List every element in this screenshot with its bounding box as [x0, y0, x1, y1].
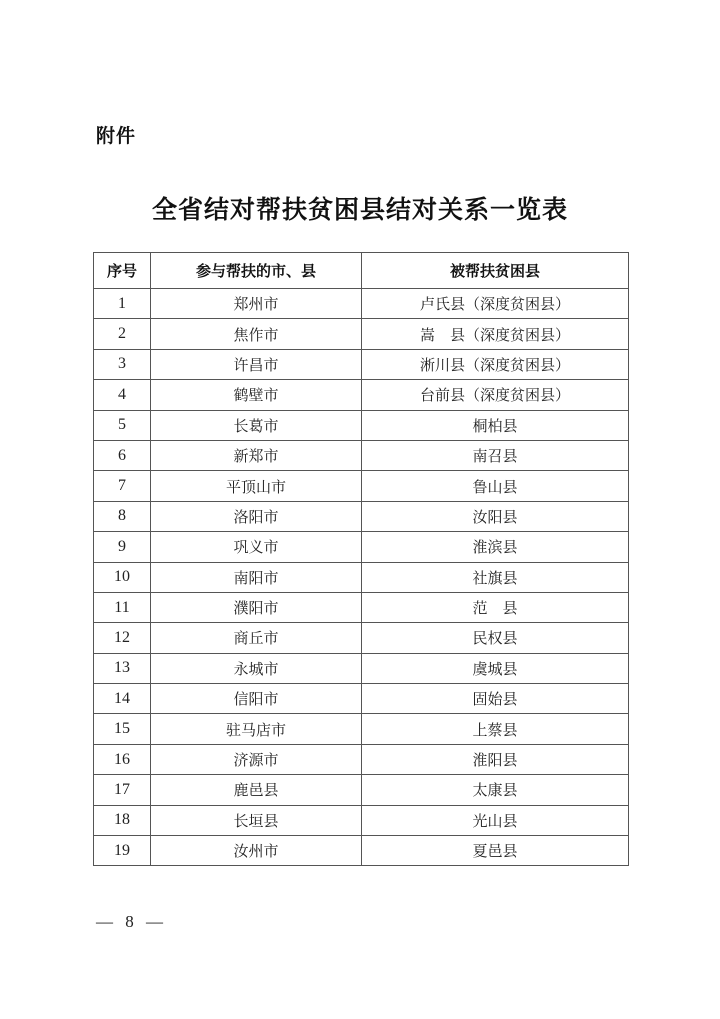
row-assisted-county: 太康县	[362, 775, 629, 805]
row-assisted-county: 虞城县	[362, 653, 629, 683]
row-index: 4	[94, 380, 151, 410]
row-index: 12	[94, 623, 151, 653]
table-row	[94, 532, 629, 562]
row-helping-city: 长葛市	[151, 410, 362, 440]
row-index: 5	[94, 410, 151, 440]
row-helping-city: 郑州市	[151, 289, 362, 319]
table-row	[94, 471, 629, 501]
row-helping-city: 鹿邑县	[151, 775, 362, 805]
row-assisted-county: 光山县	[362, 805, 629, 835]
row-helping-city: 南阳市	[151, 562, 362, 592]
row-index: 11	[94, 592, 151, 622]
row-helping-city: 汝州市	[151, 836, 362, 866]
row-index: 7	[94, 471, 151, 501]
table-row	[94, 289, 629, 319]
row-index: 6	[94, 440, 151, 470]
row-helping-city: 鹤壁市	[151, 380, 362, 410]
table-body	[94, 289, 629, 866]
table-row	[94, 653, 629, 683]
row-helping-city: 驻马店市	[151, 714, 362, 744]
table-row	[94, 684, 629, 714]
row-index: 16	[94, 744, 151, 774]
row-assisted-county: 民权县	[362, 623, 629, 653]
row-index: 10	[94, 562, 151, 592]
row-helping-city: 永城市	[151, 653, 362, 683]
row-index: 3	[94, 349, 151, 379]
table-row	[94, 440, 629, 470]
row-assisted-county: 鲁山县	[362, 471, 629, 501]
table-header-row	[94, 253, 629, 289]
row-helping-city: 洛阳市	[151, 501, 362, 531]
row-index: 14	[94, 684, 151, 714]
row-index: 2	[94, 319, 151, 349]
attachment-label: 附件	[96, 125, 137, 147]
row-assisted-county: 上蔡县	[362, 714, 629, 744]
row-index: 9	[94, 532, 151, 562]
row-helping-city: 信阳市	[151, 684, 362, 714]
row-index: 19	[94, 836, 151, 866]
table-row	[94, 349, 629, 379]
row-assisted-county: 夏邑县	[362, 836, 629, 866]
row-index: 8	[94, 501, 151, 531]
table-row	[94, 410, 629, 440]
row-assisted-county: 范 县	[362, 592, 629, 622]
row-assisted-county: 台前县（深度贫困县）	[362, 380, 629, 410]
row-index: 1	[94, 289, 151, 319]
table-row	[94, 319, 629, 349]
row-assisted-county: 南召县	[362, 440, 629, 470]
row-helping-city: 焦作市	[151, 319, 362, 349]
row-assisted-county: 淮滨县	[362, 532, 629, 562]
row-assisted-county: 社旗县	[362, 562, 629, 592]
row-index: 13	[94, 653, 151, 683]
row-helping-city: 巩义市	[151, 532, 362, 562]
document-title: 全省结对帮扶贫困县结对关系一览表	[151, 195, 568, 224]
row-helping-city: 商丘市	[151, 623, 362, 653]
page-number: — 8 —	[96, 912, 167, 931]
row-assisted-county: 固始县	[362, 684, 629, 714]
table-row	[94, 805, 629, 835]
row-assisted-county: 汝阳县	[362, 501, 629, 531]
row-index: 18	[94, 805, 151, 835]
table-row	[94, 501, 629, 531]
header-index: 序号	[94, 253, 151, 289]
row-helping-city: 长垣县	[151, 805, 362, 835]
header-assisted-county: 被帮扶贫困县	[362, 253, 629, 289]
row-helping-city: 濮阳市	[151, 592, 362, 622]
row-assisted-county: 嵩 县（深度贫困县）	[362, 319, 629, 349]
row-helping-city: 许昌市	[151, 349, 362, 379]
row-helping-city: 新郑市	[151, 440, 362, 470]
table-row	[94, 744, 629, 774]
table-row	[94, 592, 629, 622]
row-index: 15	[94, 714, 151, 744]
pairing-table	[93, 252, 629, 866]
row-helping-city: 平顶山市	[151, 471, 362, 501]
row-assisted-county: 卢氏县（深度贫困县）	[362, 289, 629, 319]
header-helping-city: 参与帮扶的市、县	[151, 253, 362, 289]
table-row	[94, 562, 629, 592]
row-assisted-county: 淮阳县	[362, 744, 629, 774]
table-row	[94, 623, 629, 653]
table-row	[94, 380, 629, 410]
table-row	[94, 714, 629, 744]
table-row	[94, 775, 629, 805]
row-helping-city: 济源市	[151, 744, 362, 774]
row-index: 17	[94, 775, 151, 805]
row-assisted-county: 淅川县（深度贫困县）	[362, 349, 629, 379]
row-assisted-county: 桐柏县	[362, 410, 629, 440]
table-row	[94, 836, 629, 866]
